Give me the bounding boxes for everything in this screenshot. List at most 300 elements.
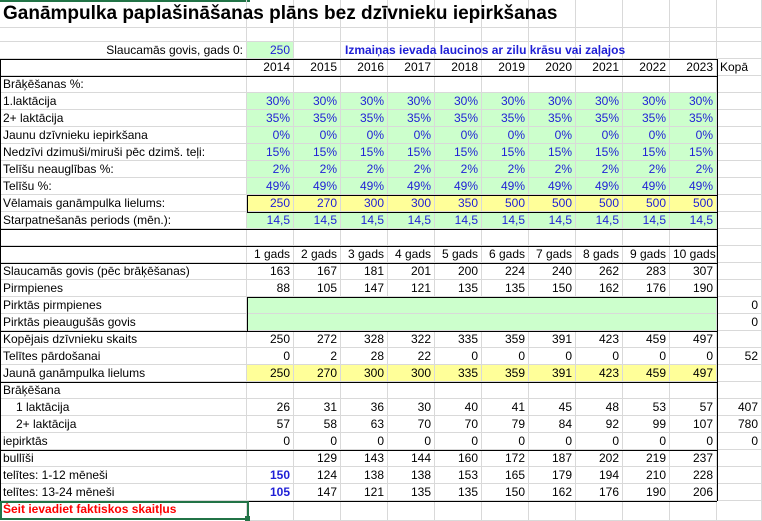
gads-header[interactable]: 2 gads [294, 246, 341, 263]
cell[interactable] [247, 501, 294, 521]
result-total[interactable] [717, 382, 762, 399]
result-value[interactable]: 160 [435, 450, 482, 467]
result-label[interactable]: Telītes pārdošanai [0, 348, 247, 365]
cell[interactable] [717, 0, 762, 28]
cell[interactable] [623, 229, 670, 246]
param-input[interactable]: 0% [482, 127, 529, 144]
param-input[interactable]: 14,5 [670, 212, 717, 229]
result-value[interactable]: 0 [670, 433, 717, 450]
result-value[interactable]: 270 [294, 365, 341, 382]
cell[interactable] [576, 76, 623, 93]
result-value[interactable]: 147 [294, 484, 341, 501]
result-value[interactable] [247, 382, 294, 399]
param-input[interactable]: 2% [247, 161, 294, 178]
cell[interactable] [670, 76, 717, 93]
result-value[interactable]: 459 [623, 365, 670, 382]
param-input[interactable]: 15% [341, 144, 388, 161]
cell[interactable] [341, 229, 388, 246]
cell[interactable] [717, 127, 762, 144]
cell[interactable] [717, 212, 762, 229]
param-input[interactable]: 0% [294, 127, 341, 144]
result-value[interactable] [435, 382, 482, 399]
param-input[interactable]: 14,5 [576, 212, 623, 229]
result-value[interactable]: 497 [670, 331, 717, 348]
result-label[interactable]: bullīši [0, 450, 247, 467]
result-value[interactable] [623, 382, 670, 399]
result-value[interactable]: 262 [576, 263, 623, 280]
param-input[interactable]: 30% [482, 93, 529, 110]
param-input[interactable]: 49% [576, 178, 623, 195]
result-value[interactable]: 250 [247, 331, 294, 348]
cell[interactable] [576, 229, 623, 246]
cell[interactable] [717, 178, 762, 195]
cell[interactable] [717, 229, 762, 246]
cell[interactable] [623, 0, 670, 28]
result-total[interactable] [717, 484, 762, 501]
cell[interactable] [482, 501, 529, 521]
param-input[interactable]: 0% [576, 127, 623, 144]
result-value[interactable]: 26 [247, 399, 294, 416]
param-input[interactable]: 0% [529, 127, 576, 144]
param-input[interactable]: 14,5 [388, 212, 435, 229]
result-value[interactable]: 228 [670, 467, 717, 484]
cell[interactable] [623, 28, 670, 42]
year-header[interactable]: 2023 [670, 59, 717, 76]
initial-cows-input[interactable]: 250 [247, 42, 294, 59]
cell[interactable] [670, 28, 717, 42]
total-header[interactable]: Kopā [717, 59, 762, 76]
cell[interactable] [623, 42, 670, 59]
result-value[interactable]: 224 [482, 263, 529, 280]
result-total[interactable] [717, 450, 762, 467]
param-label[interactable]: Telīšu %: [0, 178, 247, 195]
param-input[interactable]: 270 [294, 195, 341, 212]
param-input[interactable]: 30% [576, 93, 623, 110]
param-input[interactable]: 500 [670, 195, 717, 212]
param-input[interactable]: 500 [576, 195, 623, 212]
param-input[interactable]: 2% [294, 161, 341, 178]
result-value[interactable]: 272 [294, 331, 341, 348]
result-value[interactable]: 190 [670, 280, 717, 297]
param-input[interactable]: 500 [623, 195, 670, 212]
result-value[interactable]: 0 [670, 348, 717, 365]
result-value[interactable] [482, 382, 529, 399]
result-value[interactable]: 57 [670, 399, 717, 416]
result-value[interactable]: 0 [529, 348, 576, 365]
year-header[interactable]: 2018 [435, 59, 482, 76]
result-value[interactable]: 283 [623, 263, 670, 280]
result-value[interactable] [529, 382, 576, 399]
result-value[interactable]: 150 [247, 467, 294, 484]
result-value[interactable]: 307 [670, 263, 717, 280]
result-value[interactable]: 459 [623, 331, 670, 348]
result-label[interactable]: Slaucamās govis (pēc brāķēšanas) [0, 263, 247, 280]
cell[interactable] [717, 501, 762, 521]
year-header[interactable]: 2015 [294, 59, 341, 76]
cell[interactable] [576, 501, 623, 521]
result-value[interactable]: 187 [529, 450, 576, 467]
param-input[interactable]: 15% [670, 144, 717, 161]
cell[interactable] [435, 28, 482, 42]
cell[interactable] [670, 501, 717, 521]
result-value[interactable]: 0 [247, 433, 294, 450]
param-label[interactable]: Telīšu neauglības %: [0, 161, 247, 178]
param-input[interactable]: 250 [247, 195, 294, 212]
result-value[interactable]: 58 [294, 416, 341, 433]
result-label[interactable]: 2+ laktācija [0, 416, 247, 433]
result-value[interactable]: 124 [294, 467, 341, 484]
result-value[interactable] [247, 450, 294, 467]
param-input[interactable]: 15% [482, 144, 529, 161]
param-input[interactable]: 35% [435, 110, 482, 127]
year-header[interactable]: 2021 [576, 59, 623, 76]
param-input[interactable]: 2% [482, 161, 529, 178]
result-value[interactable]: 0 [247, 348, 294, 365]
result-value[interactable]: 0 [388, 433, 435, 450]
cell[interactable] [576, 28, 623, 42]
result-value[interactable]: 0 [576, 433, 623, 450]
param-input[interactable]: 0% [670, 127, 717, 144]
cell[interactable] [0, 246, 247, 263]
cell[interactable] [717, 42, 762, 59]
result-value[interactable]: 48 [576, 399, 623, 416]
result-value[interactable]: 63 [341, 416, 388, 433]
result-value[interactable]: 144 [388, 450, 435, 467]
result-value[interactable]: 40 [435, 399, 482, 416]
cell[interactable] [247, 229, 294, 246]
result-value[interactable]: 147 [341, 280, 388, 297]
result-label[interactable]: Jaunā ganāmpulka lielums [0, 365, 247, 382]
gads-header[interactable]: 10 gads [670, 246, 717, 263]
cell[interactable] [435, 501, 482, 521]
result-value[interactable]: 84 [529, 416, 576, 433]
cell[interactable] [388, 229, 435, 246]
cell[interactable] [294, 501, 341, 521]
result-label[interactable]: Brāķēšana [0, 382, 247, 399]
result-value[interactable]: 206 [670, 484, 717, 501]
param-input[interactable]: 0% [247, 127, 294, 144]
cell[interactable] [717, 28, 762, 42]
result-value[interactable]: 107 [670, 416, 717, 433]
result-value[interactable]: 202 [576, 450, 623, 467]
param-input[interactable]: 2% [529, 161, 576, 178]
param-input[interactable]: 49% [435, 178, 482, 195]
param-input[interactable]: 14,5 [294, 212, 341, 229]
param-input[interactable]: 15% [623, 144, 670, 161]
result-label[interactable]: telītes: 1-12 mēneši [0, 467, 247, 484]
result-value[interactable] [576, 382, 623, 399]
result-value[interactable]: 0 [294, 433, 341, 450]
result-label[interactable]: Pirmpienes [0, 280, 247, 297]
param-input[interactable]: 35% [247, 110, 294, 127]
cell[interactable] [435, 76, 482, 93]
param-input[interactable]: 14,5 [529, 212, 576, 229]
param-label[interactable]: Nedzīvi dzimuši/miruši pēc dzimš. teļi: [0, 144, 247, 161]
cell[interactable] [294, 76, 341, 93]
footer-note[interactable]: Šeit ievadiet faktiskos skaitļus [0, 501, 247, 519]
result-value[interactable]: 135 [482, 280, 529, 297]
result-value[interactable]: 92 [576, 416, 623, 433]
result-value[interactable]: 153 [435, 467, 482, 484]
cell[interactable] [435, 229, 482, 246]
cell[interactable] [717, 110, 762, 127]
result-value[interactable]: 135 [388, 484, 435, 501]
result-value[interactable]: 200 [435, 263, 482, 280]
result-value[interactable]: 138 [341, 467, 388, 484]
cell[interactable] [0, 59, 247, 76]
cell[interactable] [717, 93, 762, 110]
cell[interactable] [388, 76, 435, 93]
param-input[interactable]: 35% [294, 110, 341, 127]
param-input[interactable]: 15% [247, 144, 294, 161]
result-value[interactable]: 210 [623, 467, 670, 484]
param-input[interactable]: 49% [623, 178, 670, 195]
result-value[interactable]: 79 [482, 416, 529, 433]
cell[interactable] [0, 229, 247, 246]
param-input[interactable]: 350 [435, 195, 482, 212]
cell[interactable] [247, 28, 294, 42]
cell[interactable] [294, 42, 341, 59]
result-value[interactable]: 250 [247, 365, 294, 382]
cell[interactable] [294, 28, 341, 42]
year-header[interactable]: 2017 [388, 59, 435, 76]
result-value[interactable] [341, 382, 388, 399]
result-total[interactable] [717, 467, 762, 484]
param-input[interactable]: 30% [388, 93, 435, 110]
year-header[interactable]: 2016 [341, 59, 388, 76]
result-total[interactable]: 0 [717, 433, 762, 450]
result-value[interactable]: 391 [529, 331, 576, 348]
param-input[interactable]: 30% [623, 93, 670, 110]
result-value[interactable]: 0 [482, 433, 529, 450]
result-value[interactable]: 0 [482, 348, 529, 365]
result-total[interactable]: 407 [717, 399, 762, 416]
initial-label[interactable]: Slaucamās govis, gads 0: [0, 42, 247, 59]
cell[interactable] [717, 144, 762, 161]
cell[interactable] [717, 161, 762, 178]
result-value[interactable]: 36 [341, 399, 388, 416]
cell[interactable] [529, 229, 576, 246]
result-value[interactable]: 0 [623, 433, 670, 450]
result-value[interactable]: 45 [529, 399, 576, 416]
result-label[interactable]: 1 laktācija [0, 399, 247, 416]
param-input[interactable]: 49% [388, 178, 435, 195]
result-value[interactable]: 88 [247, 280, 294, 297]
result-value[interactable]: 179 [529, 467, 576, 484]
param-input[interactable]: 2% [341, 161, 388, 178]
param-input[interactable]: 35% [623, 110, 670, 127]
param-input[interactable]: 49% [341, 178, 388, 195]
result-value[interactable]: 194 [576, 467, 623, 484]
result-total[interactable] [717, 365, 762, 382]
cell[interactable] [341, 76, 388, 93]
result-value[interactable]: 135 [435, 484, 482, 501]
param-input[interactable]: 35% [482, 110, 529, 127]
result-value[interactable]: 0 [623, 348, 670, 365]
result-total[interactable]: 52 [717, 348, 762, 365]
result-value[interactable]: 150 [482, 484, 529, 501]
param-input[interactable]: 30% [294, 93, 341, 110]
result-value[interactable] [388, 382, 435, 399]
param-input[interactable]: 35% [670, 110, 717, 127]
result-value[interactable]: 28 [341, 348, 388, 365]
cell[interactable] [482, 28, 529, 42]
cell[interactable] [247, 76, 294, 93]
year-header[interactable]: 2022 [623, 59, 670, 76]
result-value[interactable]: 163 [247, 263, 294, 280]
result-value[interactable]: 181 [341, 263, 388, 280]
param-input[interactable]: 300 [388, 195, 435, 212]
result-value[interactable]: 143 [341, 450, 388, 467]
result-value[interactable]: 129 [294, 450, 341, 467]
param-input[interactable]: 2% [435, 161, 482, 178]
result-value[interactable]: 0 [435, 348, 482, 365]
cell[interactable] [294, 229, 341, 246]
year-header[interactable]: 2019 [482, 59, 529, 76]
result-value[interactable]: 105 [247, 484, 294, 501]
cell[interactable] [717, 195, 762, 212]
param-input[interactable]: 14,5 [341, 212, 388, 229]
cell[interactable] [670, 229, 717, 246]
result-value[interactable]: 121 [341, 484, 388, 501]
param-input[interactable]: 2% [388, 161, 435, 178]
gads-header[interactable]: 6 gads [482, 246, 529, 263]
cell[interactable] [717, 246, 762, 263]
result-total[interactable] [717, 331, 762, 348]
section-label[interactable]: Brāķēšanas %: [0, 76, 247, 93]
year-header[interactable]: 2020 [529, 59, 576, 76]
result-value[interactable]: 219 [623, 450, 670, 467]
result-value[interactable]: 162 [576, 280, 623, 297]
cell[interactable] [529, 76, 576, 93]
result-total[interactable]: 0 [717, 314, 762, 331]
result-label[interactable]: Pirktās pieaugušās govis [0, 314, 247, 331]
result-value[interactable]: 190 [623, 484, 670, 501]
result-value[interactable] [294, 382, 341, 399]
cell[interactable] [670, 42, 717, 59]
param-input[interactable]: 0% [623, 127, 670, 144]
result-value[interactable]: 31 [294, 399, 341, 416]
param-label[interactable]: Vēlamais ganāmpulka lielums: [0, 195, 247, 212]
result-value[interactable]: 57 [247, 416, 294, 433]
param-input[interactable]: 14,5 [482, 212, 529, 229]
result-value[interactable]: 240 [529, 263, 576, 280]
result-value[interactable]: 165 [482, 467, 529, 484]
param-input[interactable]: 49% [670, 178, 717, 195]
result-value[interactable]: 30 [388, 399, 435, 416]
param-input[interactable]: 35% [529, 110, 576, 127]
result-value[interactable]: 176 [576, 484, 623, 501]
gads-header[interactable]: 1 gads [247, 246, 294, 263]
result-value[interactable]: 150 [529, 280, 576, 297]
param-input[interactable]: 35% [341, 110, 388, 127]
result-value[interactable]: 201 [388, 263, 435, 280]
result-value[interactable]: 300 [341, 365, 388, 382]
result-value[interactable]: 70 [388, 416, 435, 433]
param-input[interactable]: 15% [435, 144, 482, 161]
result-value[interactable]: 0 [529, 433, 576, 450]
cell[interactable] [482, 229, 529, 246]
result-label[interactable]: iepirktās [0, 433, 247, 450]
result-total[interactable] [717, 280, 762, 297]
result-value[interactable]: 22 [388, 348, 435, 365]
result-total[interactable] [717, 263, 762, 280]
param-input[interactable]: 2% [670, 161, 717, 178]
param-label[interactable]: Starpatnešanās periods (mēn.): [0, 212, 247, 229]
result-label[interactable]: Kopējais dzīvnieku skaits [0, 331, 247, 348]
param-input[interactable]: 49% [247, 178, 294, 195]
result-value[interactable]: 167 [294, 263, 341, 280]
param-input[interactable]: 15% [388, 144, 435, 161]
cell[interactable] [529, 501, 576, 521]
param-input[interactable]: 14,5 [623, 212, 670, 229]
result-value[interactable]: 328 [341, 331, 388, 348]
param-input[interactable]: 500 [529, 195, 576, 212]
result-value[interactable]: 105 [294, 280, 341, 297]
param-label[interactable]: 1.laktācija [0, 93, 247, 110]
param-input[interactable]: 300 [341, 195, 388, 212]
param-label[interactable]: 2+ laktācija [0, 110, 247, 127]
param-input[interactable]: 2% [623, 161, 670, 178]
cell[interactable] [341, 501, 388, 521]
param-input[interactable]: 49% [482, 178, 529, 195]
result-value[interactable]: 135 [435, 280, 482, 297]
year-header[interactable]: 2014 [247, 59, 294, 76]
result-value[interactable]: 2 [294, 348, 341, 365]
param-input[interactable]: 35% [576, 110, 623, 127]
result-value[interactable]: 121 [388, 280, 435, 297]
cell[interactable] [341, 28, 388, 42]
gads-header[interactable]: 4 gads [388, 246, 435, 263]
result-value[interactable]: 322 [388, 331, 435, 348]
param-input[interactable]: 49% [529, 178, 576, 195]
param-input[interactable]: 30% [247, 93, 294, 110]
cell[interactable] [623, 501, 670, 521]
gads-header[interactable]: 5 gads [435, 246, 482, 263]
cell[interactable] [717, 76, 762, 93]
param-input[interactable]: 0% [435, 127, 482, 144]
cell[interactable] [529, 28, 576, 42]
result-value[interactable]: 138 [388, 467, 435, 484]
cell[interactable] [670, 0, 717, 28]
result-value[interactable]: 53 [623, 399, 670, 416]
param-input[interactable]: 14,5 [435, 212, 482, 229]
result-total[interactable]: 0 [717, 297, 762, 314]
cell[interactable] [576, 0, 623, 28]
param-input[interactable]: 14,5 [247, 212, 294, 229]
result-value[interactable]: 0 [576, 348, 623, 365]
cell[interactable] [623, 76, 670, 93]
gads-header[interactable]: 3 gads [341, 246, 388, 263]
param-input[interactable]: 35% [388, 110, 435, 127]
result-value[interactable]: 70 [435, 416, 482, 433]
param-input[interactable]: 0% [388, 127, 435, 144]
cell[interactable] [388, 28, 435, 42]
result-value[interactable]: 359 [482, 365, 529, 382]
result-value[interactable]: 172 [482, 450, 529, 467]
param-input[interactable]: 30% [529, 93, 576, 110]
result-value[interactable]: 335 [435, 365, 482, 382]
result-label[interactable]: Pirktās pirmpienes [0, 297, 247, 314]
param-input[interactable]: 49% [294, 178, 341, 195]
result-value[interactable]: 0 [341, 433, 388, 450]
cell[interactable] [388, 501, 435, 521]
param-input[interactable]: 15% [294, 144, 341, 161]
result-value[interactable]: 423 [576, 331, 623, 348]
fill-handle[interactable] [245, 516, 250, 521]
param-input[interactable]: 15% [529, 144, 576, 161]
result-value[interactable]: 497 [670, 365, 717, 382]
